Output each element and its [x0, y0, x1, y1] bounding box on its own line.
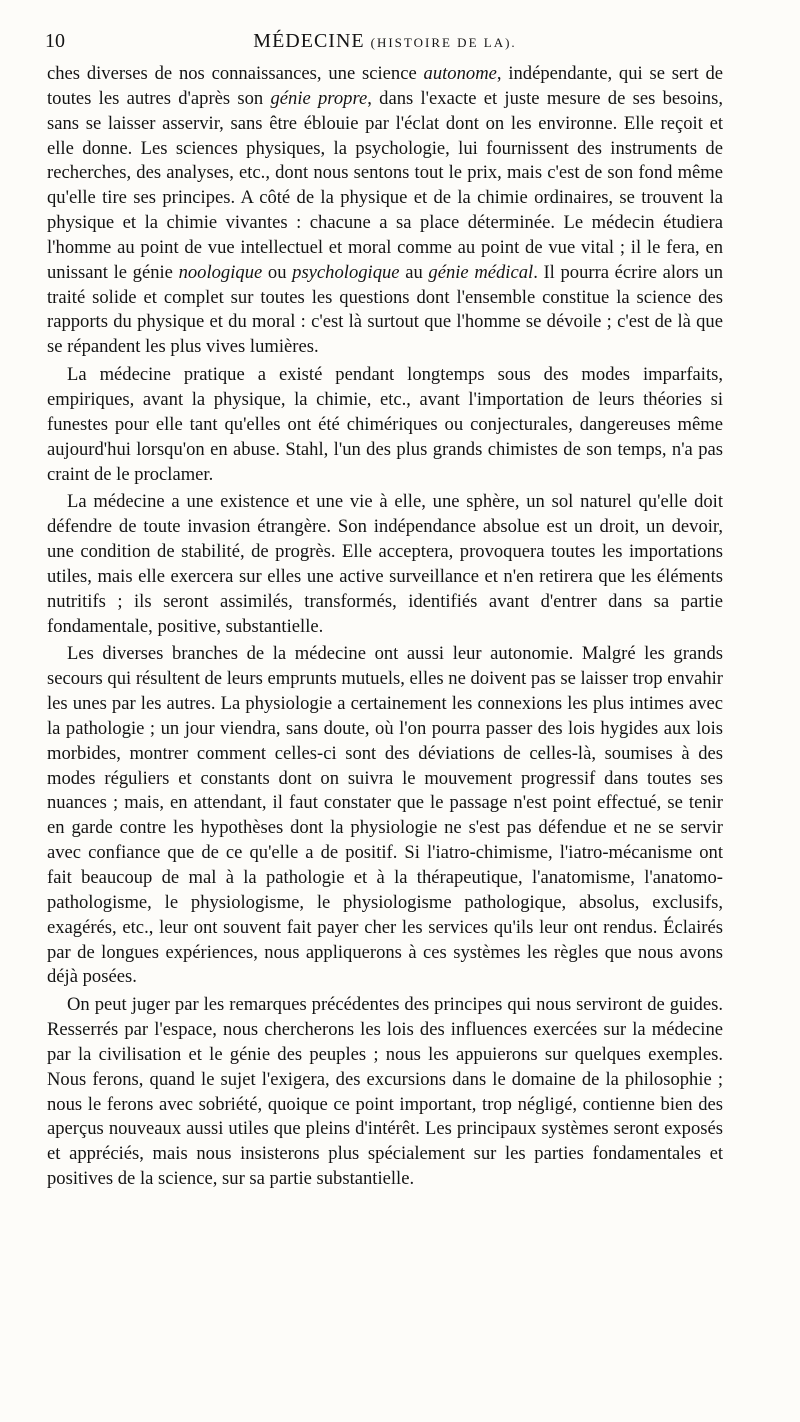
paragraph [47, 993, 723, 1192]
running-title-sub: (HISTOIRE DE LA). [370, 35, 517, 50]
paragraph [47, 642, 723, 990]
running-title-main: MÉDECINE [253, 30, 365, 52]
running-title [45, 30, 725, 53]
paragraph [47, 363, 723, 487]
italic-text: noologique [178, 261, 263, 283]
paragraph [47, 490, 723, 639]
text-segment: La médecine pratique a existé pendant longtemps sous des modes imparfaits, empiriques, avant la physique, la chimie, etc., avant l'importation de leurs théories si funestes pour elle tant qu'elles ont été chimériques ou conjecturales, dangereuses même aujourd'hui lorsqu'on en abuse. Stahl, l'un des plus grands chimistes de son temps, n'a pas craint de le proclamer. [47, 364, 723, 485]
text-body [47, 62, 723, 1195]
text-segment: On peut juger par les remarques précédentes des principes qui nous serviront de guides. Resserrés par l'espace, nous chercherons les lois des influences exercées sur la médecine par la civilisation et le génie des peuples ; nous les appuierons sur quelques exemples. Nous ferons, quand le sujet l'exigera, des excursions dans le domaine de la philosophie ; nous le ferons avec sobriété, quoique ce point important, trop négligé, contienne bien des aperçus nouveaux aussi utiles que pleins d'intérêt. Les principaux systèmes seront exposés et appréciés, mais nous insisterons plus spécialement sur les parties fondamentales et positives de la science, sur sa partie substantielle. [47, 994, 723, 1190]
text-segment: ches diverses de nos connaissances, une science [47, 63, 424, 84]
running-head [45, 26, 725, 58]
text-segment: , indépendante, qui se sert de toutes les autres d'après son [47, 63, 723, 109]
text-segment: . Il pourra écrire alors un traité solide et complet sur toutes les questions dont l'ensemble constitue la science des rapports du physique et du moral : c'est là surtout que l'homme se dévoile ; c'est de là que se répandent les plus vives lumières. [47, 261, 724, 358]
paragraph [47, 62, 723, 360]
italic-text: autonome [423, 63, 497, 84]
text-segment: au [399, 261, 429, 283]
text-segment: , dans l'exacte et juste mesure de ses besoins, sans se laisser asservir, sans être éblouie par l'éclat dont on les environne. Elle reçoit et elle donne. Les sciences physiques, la psychologie, lui fournissent des instruments de recherches, des analyses, etc., dont nous sentons tout le prix, mais c'est de son fond même qu'elle tire ses principes. A côté de la physique et de la chimie ordinaires, se trouvent la physique et la chimie vivantes : chacune a sa place déterminée. Le médecin étudiera l'homme au point de vue intellectuel et moral comme au point de vue vital ; il le fera, en unissant le génie [47, 87, 723, 283]
page-number: 10 [45, 30, 65, 52]
text-segment: La médecine a une existence et une vie à elle, une sphère, un sol naturel qu'elle doit défendre de toute invasion étrangère. Son indépendance absolue est un droit, un devoir, une condition de stabilité, de progrès. Elle acceptera, provoquera toutes les importations utiles, mais elle exercera sur elles une active surveillance et n'en retirera que les éléments nutritifs ; ils seront assimilés, transformés, identifiés avant d'entrer dans sa partie fondamentale, positive, substantielle. [47, 491, 723, 637]
italic-text: psychologique [292, 261, 400, 283]
text-segment: ou [262, 261, 293, 283]
text-segment: Les diverses branches de la médecine ont aussi leur autonomie. Malgré les grands secours qui résultent de leurs emprunts mutuels, elles ne doivent pas se laisser trop envahir les unes par les autres. La physiologie a certainement les connexions les plus intimes avec la pathologie ; un jour viendra, sans doute, où l'on pourra passer des lois hygides aux lois morbides, montrer comment celles-ci sont des déviations de celles-là, soumises à des modes réguliers et constants dont on suivra le mouvement progressif dans toutes ses nuances ; mais, en attendant, il faut constater que le passage n'est point effectué, se tenir en garde contre les hypothèses dont la physiologie ne s'est pas défendue et ne se servir avec confiance que de ce qu'elle a de positif. Si l'iatro-chimisme, l'iatro-mécanisme ont fait beaucoup de mal à la pathologie et à la thérapeutique, l'anatomisme, l'anatomo-pathologisme, le physiologisme, le physiologisme pathologique, absolus, exclusifs, exagérés, etc., leur ont souvent fait payer cher les services qu'ils leur ont rendus. Éclairés par de longues expériences, nous appliquerons à ces systèmes les règles que nous avons déjà posées. [47, 643, 723, 988]
italic-text: génie médical [428, 261, 534, 283]
italic-text: génie propre [270, 87, 368, 109]
